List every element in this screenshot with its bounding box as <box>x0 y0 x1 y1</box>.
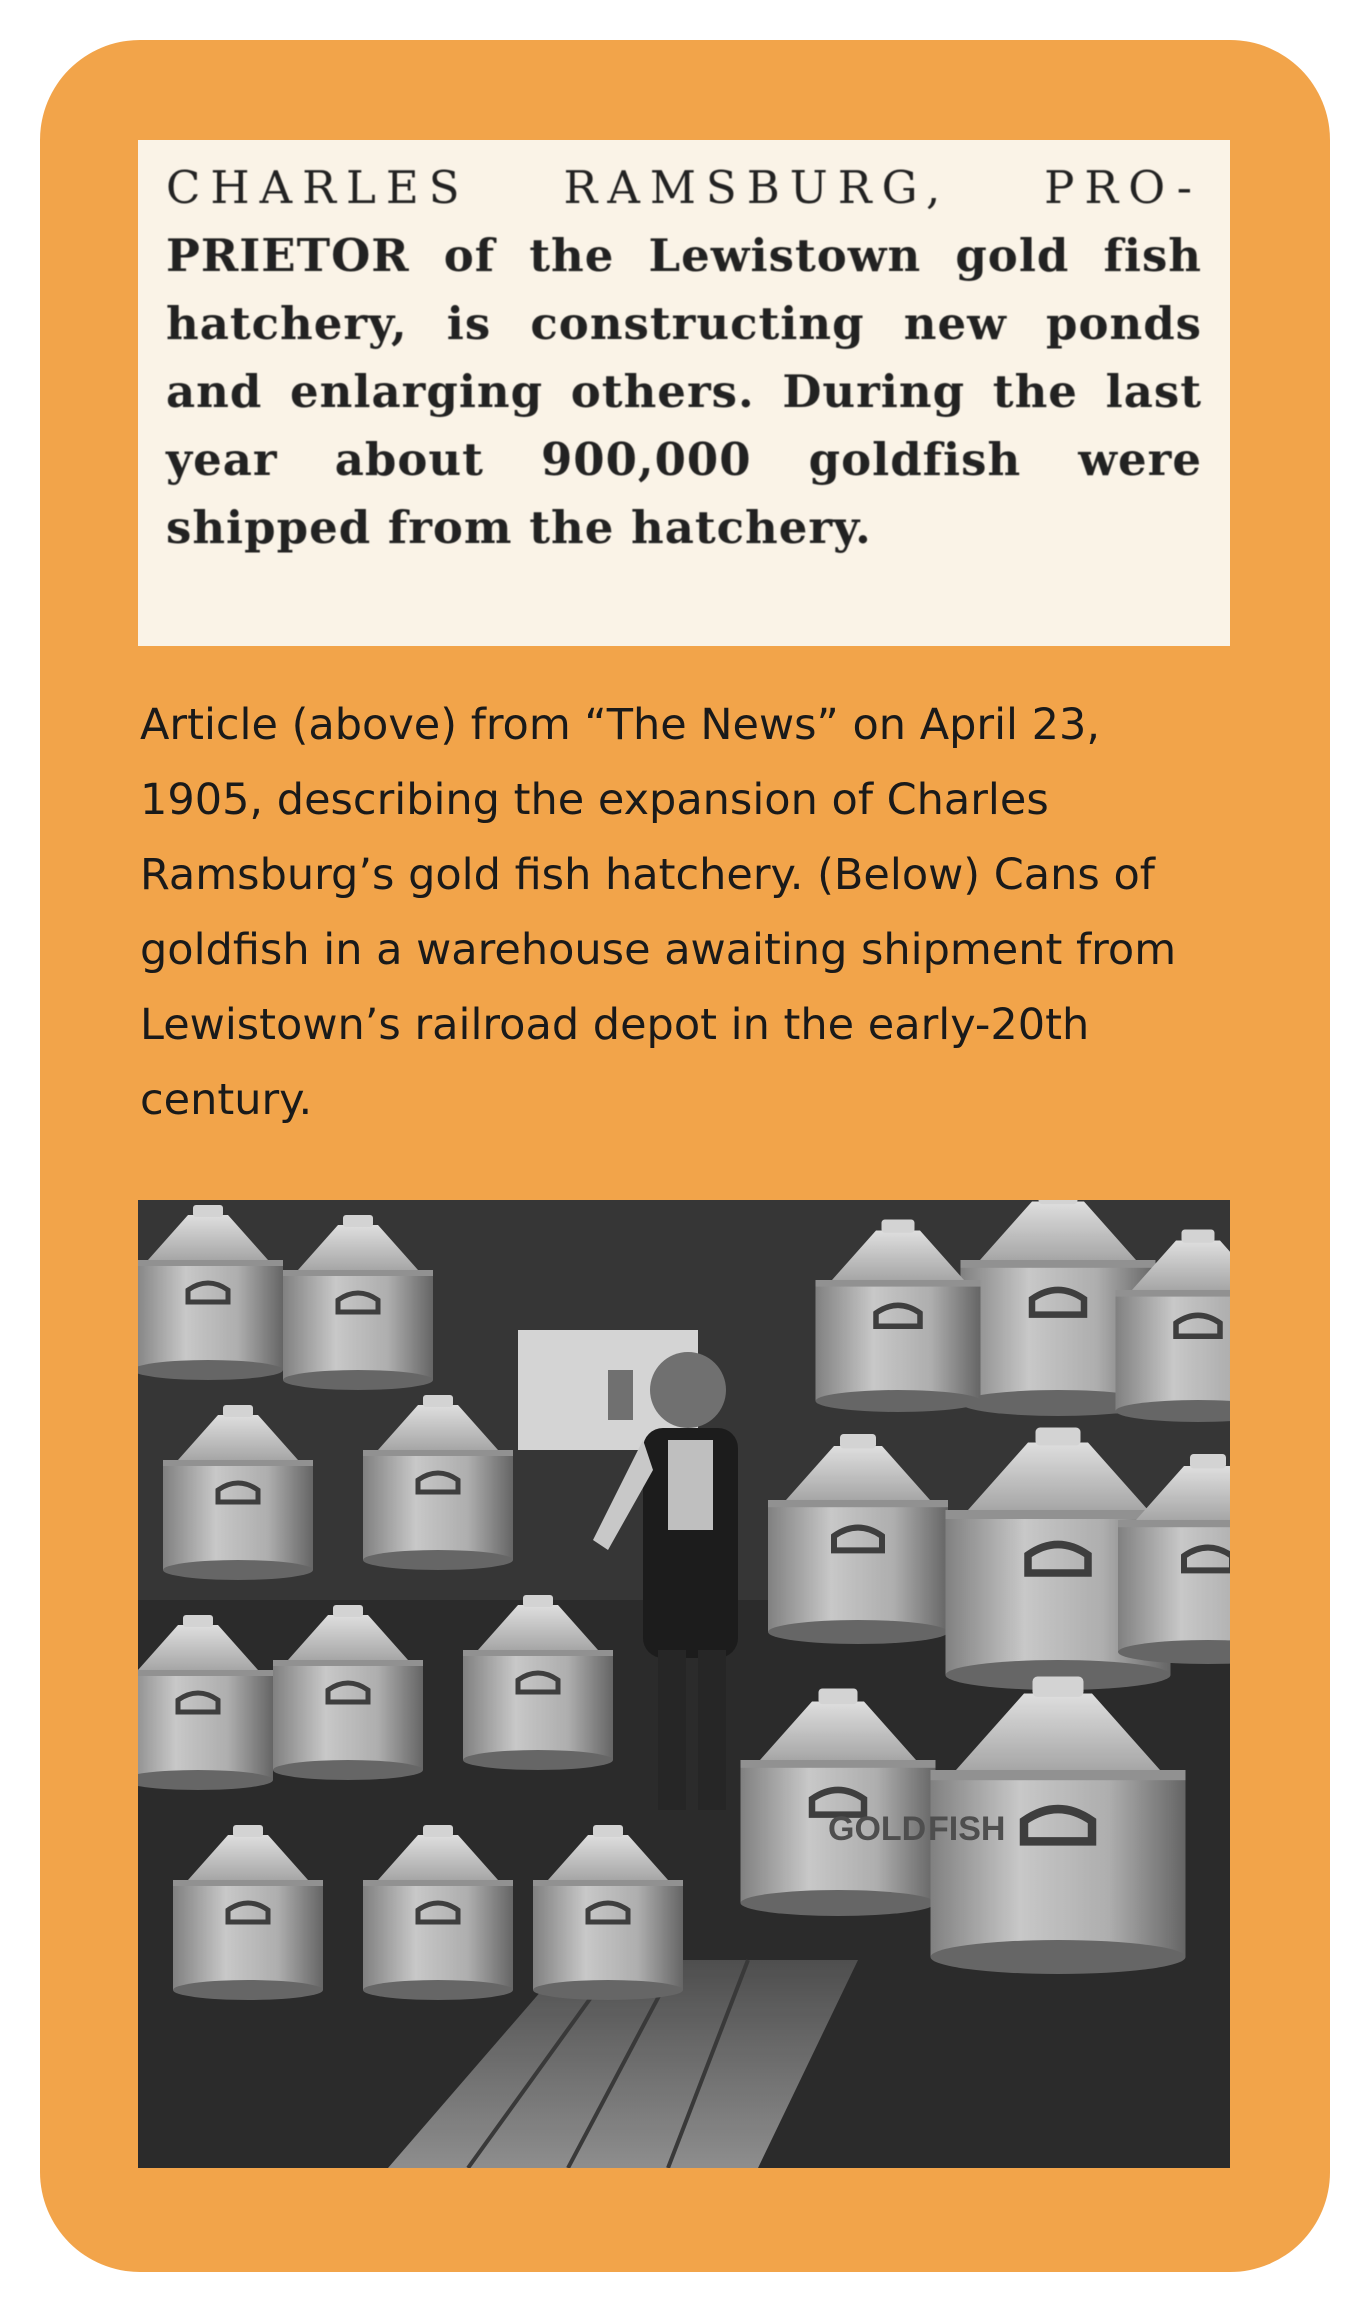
photo-caption: Article (above) from “The News” on April 23, 1905, describing the expansion of Charles Ramsburg’s gold fish hatchery. (Below) Cans of goldfish in a warehouse awaiting shipment from Lewistown’s railroad depot in the early-20th century. <box>140 700 1177 1125</box>
warehouse-photo-illustration <box>138 1200 1230 2168</box>
clipping-article-text <box>166 154 1202 562</box>
warehouse-photo <box>138 1200 1230 2168</box>
can-label-fish: FISH <box>928 1810 1006 1848</box>
clipping-body: PRIETOR of the Lewistown gold fish hatchery, is constructing new ponds and enlarging others. During the last year about 900,000 goldfish were shipped from the hatchery. <box>166 229 1202 554</box>
clipping-lead-line: CHARLES RAMSBURG, PRO- <box>166 161 1202 214</box>
can-label-gold: GOLD <box>828 1810 927 1848</box>
newspaper-clipping <box>138 140 1230 646</box>
